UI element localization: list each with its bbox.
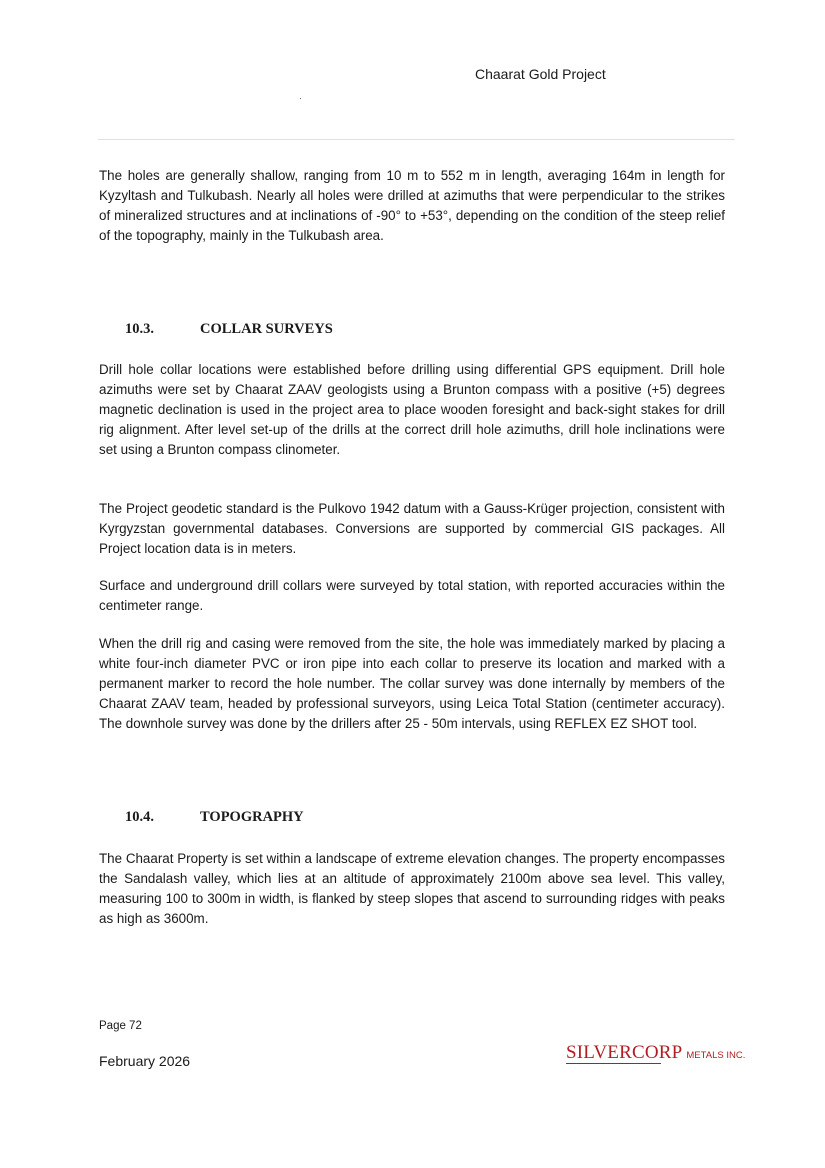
logo-sub-text: METALS INC. <box>686 1050 746 1061</box>
paragraph-hole-marking: When the drill rig and casing were removed from the site, the hole was immediately marked by placing a white four-inch diameter PVC or iron pipe into each collar to preserve its location and marked with a permanent marker to record the hole number. The collar survey was done internally by members of the Chaarat ZAAV team, headed by professional surveyors, using Leica Total Station (centimeter accuracy). The downhole survey was done by the drillers after 25 - 50m intervals, using REFLEX EZ SHOT tool. <box>99 636 725 731</box>
paragraph-topography: The Chaarat Property is set within a landscape of extreme elevation changes. The property encompasses the Sandalash valley, which lies at an altitude of approximately 2100m above sea level. This valley, measuring 100 to 300m in width, is flanked by steep slopes that ascend to surrounding ridges with peaks as high as 3600m. <box>99 851 725 926</box>
section-heading-topography <box>125 809 304 826</box>
paragraph-drill-holes: The holes are generally shallow, ranging from 10 m to 552 m in length, averaging 164m in length for Kyzyltash and Tulkubash. Nearly all holes were drilled at azimuths that were perpendicular to the strikes of mineralized structures and at inclinations of -90° to +53°, depending on the condition of the steep relief of the topography, mainly in the Tulkubash area. <box>99 168 725 243</box>
paragraph-geodetic-standard: The Project geodetic standard is the Pulkovo 1942 datum with a Gauss-Krüger projection, consistent with Kyrgyzstan governmental databases. Conversions are supported by commercial GIS packages. All Project location data is in meters. <box>99 501 725 556</box>
header-divider <box>98 139 735 140</box>
paragraph-collar-locations: Drill hole collar locations were established before drilling using differential GPS equipment. Drill hole azimuths were set by Chaarat ZAAV geologists using a Brunton compass with a positive (+5) degrees magnetic declination is used in the project area to place wooden foresight and back-sight stakes for drill rig alignment. After level set-up of the drills at the correct drill hole azimuths, drill hole inclinations were set using a Brunton compass clinometer. <box>99 362 725 457</box>
footer-date: February 2026 <box>99 1053 191 1069</box>
section-title: COLLAR SURVEYS <box>200 321 333 337</box>
logo-underline <box>566 1063 661 1064</box>
section-heading-collar-surveys <box>125 321 333 338</box>
logo-main-text: SILVERCORP <box>566 1042 683 1063</box>
section-title: TOPOGRAPHY <box>200 809 304 825</box>
silvercorp-logo <box>566 1042 745 1064</box>
paragraph-surface-collars: Surface and underground drill collars were surveyed by total station, with reported accuracies within the centimeter range. <box>99 578 725 613</box>
section-number: 10.3. <box>125 321 154 337</box>
page-number: Page 72 <box>99 1020 142 1032</box>
section-number: 10.4. <box>125 809 154 825</box>
header-mark <box>300 98 301 99</box>
header-title: Chaarat Gold Project <box>475 66 606 82</box>
